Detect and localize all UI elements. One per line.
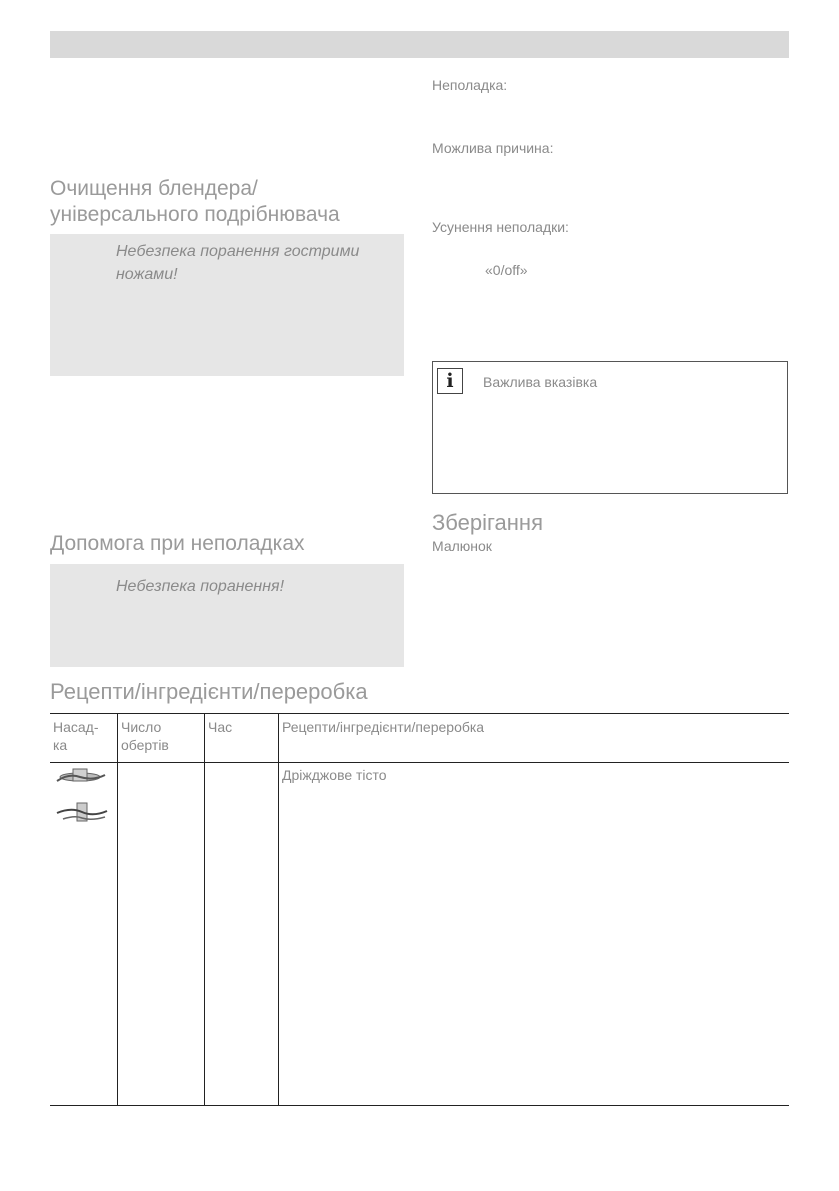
col-speed-line1: Число: [121, 719, 162, 735]
important-note-title: Важлива вказівка: [483, 374, 598, 390]
col-speed-line2: обертів: [121, 737, 169, 753]
help-warning-text: Небезпека поранення!: [116, 578, 285, 595]
recipe-cell: [279, 763, 790, 1106]
cleaning-warning-line1: Небезпека поранення гострими: [116, 243, 360, 260]
recipe-name: Дріжджове тісто: [282, 767, 387, 783]
cleaning-title-line2: універсального подрібнювача: [50, 203, 340, 226]
help-warning-box: [50, 564, 404, 667]
col-attachment-line1: Насад-: [53, 719, 99, 735]
remedy-label: Усунення неполадки:: [432, 219, 569, 235]
storage-title: Зберігання: [432, 510, 543, 535]
recipes-table: [50, 713, 789, 1106]
cleaning-warning-line2: ножами!: [116, 266, 178, 283]
info-icon: i: [437, 368, 463, 394]
table-row: [50, 763, 789, 1106]
col-speed: [118, 714, 205, 763]
col-attachment-line2: ка: [53, 737, 68, 753]
header-bar: [50, 31, 789, 58]
attachment-cell: [50, 763, 118, 1106]
kneading-blade-icon: [57, 803, 107, 821]
col-attachment: [50, 714, 118, 763]
col-recipe: Рецепти/інгредієнти/переробка: [279, 714, 790, 763]
cleaning-warning-box: [50, 234, 404, 376]
dough-hook-icon: [53, 767, 109, 837]
problem-label: Неполадка:: [432, 77, 508, 93]
cleaning-title-line1: Очищення блендера/: [50, 177, 258, 200]
time-cell: [205, 763, 279, 1106]
speed-cell: [118, 763, 205, 1106]
table-header-row: [50, 714, 789, 763]
cleaning-warning-text: [116, 240, 359, 286]
storage-figure-label: Малюнок: [432, 538, 492, 554]
cause-label: Можлива причина:: [432, 140, 554, 156]
cleaning-title: [50, 176, 340, 228]
col-time: Час: [205, 714, 279, 763]
recipes-title: Рецепти/інгредієнти/переробка: [50, 679, 368, 704]
off-switch-label: «0/off»: [485, 262, 528, 278]
help-title: Допомога при неполадках: [50, 532, 305, 555]
